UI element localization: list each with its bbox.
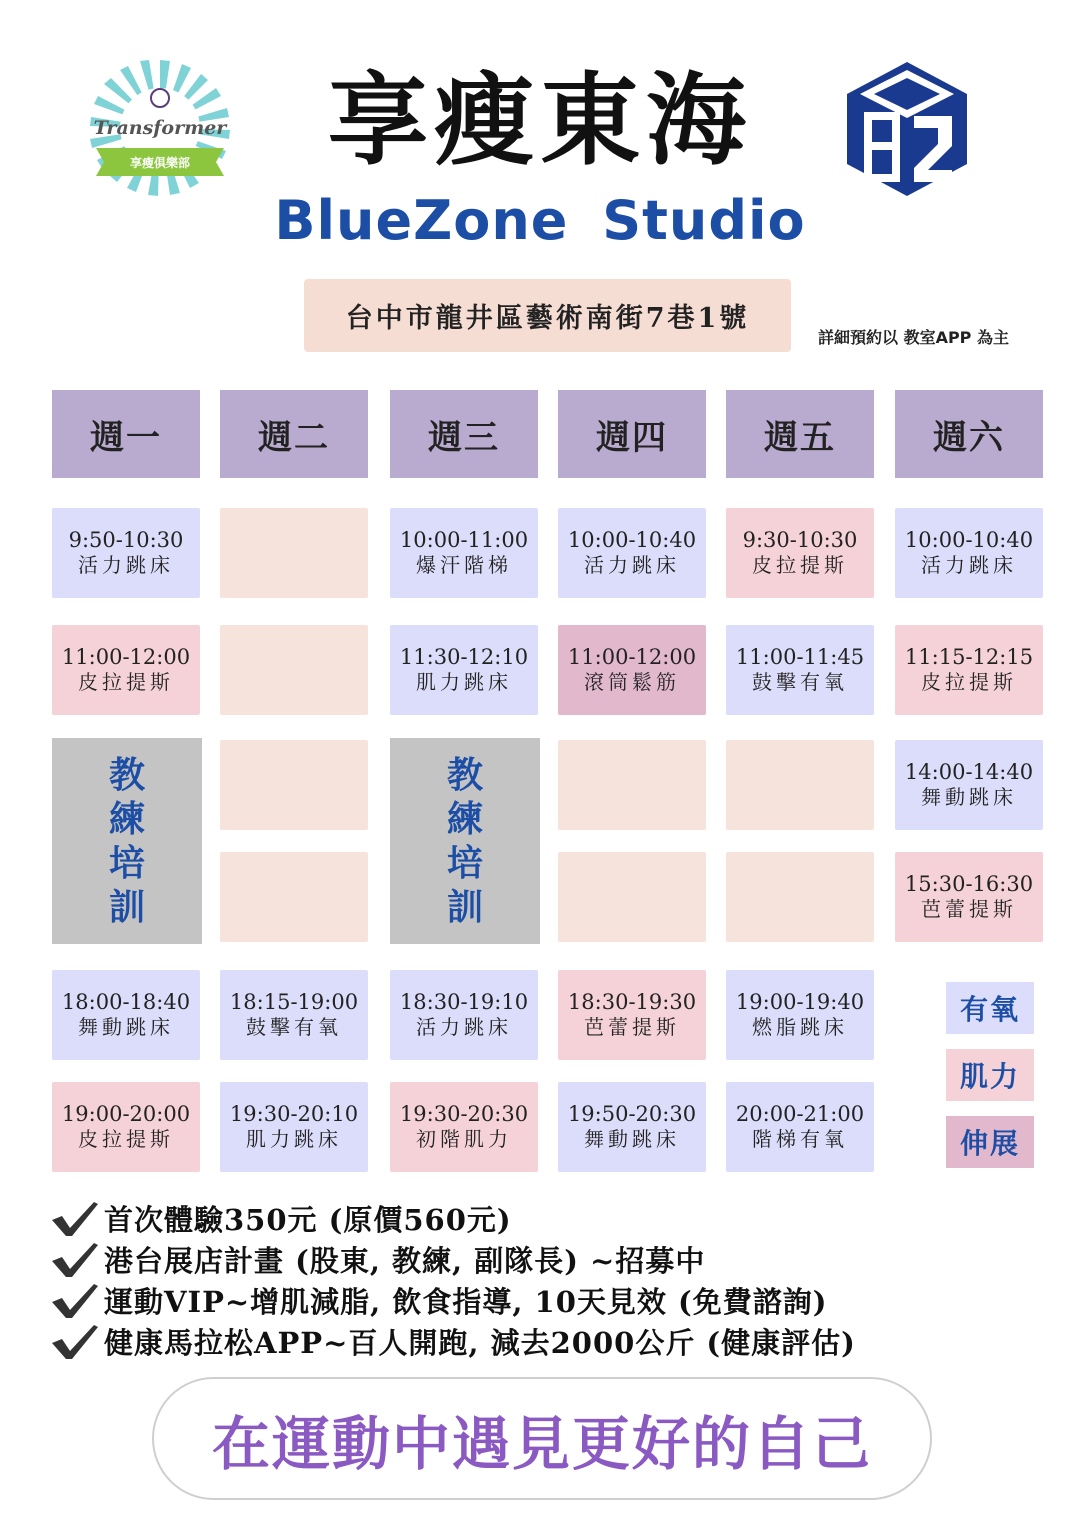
class-name: 舞動跳床 — [584, 1127, 680, 1151]
class-slot — [220, 970, 368, 1060]
class-time: 18:15-19:00 — [229, 990, 359, 1014]
class-name: 鼓擊有氧 — [246, 1015, 342, 1039]
studio-name: BlueZone Studio — [274, 189, 806, 252]
class-slot — [390, 970, 538, 1060]
day-header-3: 週三 — [390, 390, 538, 478]
checkmark-icon — [50, 1321, 100, 1361]
promo-text: 運動VIP~增肌減脂, 飲食指導, 10天見效 (免費諮詢) — [104, 1284, 828, 1319]
empty-slot — [220, 508, 368, 598]
promo-item — [50, 1321, 856, 1361]
class-name: 肌力跳床 — [416, 670, 512, 694]
class-name: 皮拉提斯 — [921, 670, 1017, 694]
class-time: 18:30-19:30 — [567, 990, 697, 1014]
class-slot — [726, 1082, 874, 1172]
class-slot — [220, 1082, 368, 1172]
class-slot — [52, 625, 200, 715]
class-slot — [895, 852, 1043, 942]
class-time: 19:00-19:40 — [735, 990, 865, 1014]
logo-left-subtext: 享瘦俱樂部 — [129, 156, 191, 170]
class-slot — [52, 970, 200, 1060]
empty-slot — [220, 852, 368, 942]
class-time: 11:00-12:00 — [61, 645, 191, 669]
class-slot — [390, 625, 538, 715]
day-header-6: 週六 — [895, 390, 1043, 478]
class-time: 10:00-10:40 — [567, 528, 697, 552]
class-time: 9:50-10:30 — [68, 528, 184, 552]
class-time: 18:30-19:10 — [399, 990, 529, 1014]
promo-item — [50, 1198, 512, 1238]
class-name: 活力跳床 — [921, 553, 1017, 577]
promo-text: 健康馬拉松APP~百人開跑, 減去2000公斤 (健康評估) — [104, 1325, 856, 1360]
class-name: 芭蕾提斯 — [921, 897, 1017, 921]
class-name: 爆汗階梯 — [416, 553, 512, 577]
class-slot — [558, 508, 706, 598]
class-time: 11:15-12:15 — [904, 645, 1034, 669]
coach-training-block — [390, 738, 540, 944]
day-header-2: 週二 — [220, 390, 368, 478]
slogan-banner: 在運動中遇見更好的自己 — [152, 1377, 932, 1500]
class-slot — [52, 1082, 200, 1172]
class-slot — [895, 740, 1043, 830]
class-slot — [558, 970, 706, 1060]
class-slot — [558, 1082, 706, 1172]
class-name: 活力跳床 — [584, 553, 680, 577]
class-name: 活力跳床 — [78, 553, 174, 577]
legend-item: 伸展 — [946, 1116, 1034, 1168]
class-name: 活力跳床 — [416, 1015, 512, 1039]
class-time: 19:30-20:10 — [229, 1102, 359, 1126]
booking-note: 詳細預約以 教室APP 為主 — [818, 328, 1009, 347]
class-time: 18:00-18:40 — [61, 990, 191, 1014]
empty-slot — [558, 852, 706, 942]
checkmark-icon — [50, 1280, 100, 1320]
class-time: 14:00-14:40 — [904, 760, 1034, 784]
promo-text: 首次體驗350元 (原價560元) — [104, 1202, 512, 1237]
class-time: 10:00-11:00 — [399, 528, 529, 552]
class-name: 滾筒鬆筋 — [584, 670, 680, 694]
class-time: 15:30-16:30 — [904, 872, 1034, 896]
empty-slot — [558, 740, 706, 830]
empty-slot — [726, 740, 874, 830]
address-box: 台中市龍井區藝術南街7巷1號 — [304, 279, 791, 352]
bz-cube-logo — [842, 60, 972, 198]
day-header-4: 週四 — [558, 390, 706, 478]
class-slot — [390, 1082, 538, 1172]
transformer-club-logo — [86, 58, 234, 198]
class-slot — [726, 625, 874, 715]
class-time: 11:30-12:10 — [399, 645, 529, 669]
class-name: 階梯有氧 — [752, 1127, 848, 1151]
class-time: 11:00-11:45 — [735, 645, 865, 669]
logo-left-text: Transformer — [93, 117, 227, 139]
class-name: 皮拉提斯 — [78, 670, 174, 694]
class-name: 芭蕾提斯 — [584, 1015, 680, 1039]
day-header-5: 週五 — [726, 390, 874, 478]
page-title: 享瘦東海 — [328, 62, 752, 179]
empty-slot — [220, 625, 368, 715]
class-time: 19:00-20:00 — [61, 1102, 191, 1126]
class-slot — [390, 508, 538, 598]
checkmark-icon — [50, 1239, 100, 1279]
promo-item — [50, 1280, 827, 1320]
class-name: 燃脂跳床 — [752, 1015, 848, 1039]
day-header-1: 週一 — [52, 390, 200, 478]
checkmark-icon — [50, 1198, 100, 1238]
coach-training-label: 教練培訓 — [108, 754, 145, 928]
class-slot — [558, 625, 706, 715]
class-name: 鼓擊有氧 — [752, 670, 848, 694]
coach-training-block — [52, 738, 202, 944]
class-name: 皮拉提斯 — [752, 553, 848, 577]
class-time: 11:00-12:00 — [567, 645, 697, 669]
class-time: 9:30-10:30 — [742, 528, 858, 552]
class-name: 皮拉提斯 — [78, 1127, 174, 1151]
class-slot — [52, 508, 200, 598]
class-name: 初階肌力 — [416, 1127, 512, 1151]
empty-slot — [726, 852, 874, 942]
class-slot — [895, 625, 1043, 715]
class-name: 舞動跳床 — [921, 785, 1017, 809]
class-slot — [726, 508, 874, 598]
legend-item: 有氧 — [946, 982, 1034, 1034]
class-name: 舞動跳床 — [78, 1015, 174, 1039]
class-time: 19:30-20:30 — [399, 1102, 529, 1126]
class-time: 19:50-20:30 — [567, 1102, 697, 1126]
promo-item — [50, 1239, 705, 1279]
legend-item: 肌力 — [946, 1049, 1034, 1101]
promo-text: 港台展店計畫 (股東, 教練, 副隊長) ~招募中 — [104, 1243, 706, 1278]
class-slot — [726, 970, 874, 1060]
coach-training-label: 教練培訓 — [446, 754, 483, 928]
class-time: 20:00-21:00 — [735, 1102, 865, 1126]
class-time: 10:00-10:40 — [904, 528, 1034, 552]
class-name: 肌力跳床 — [246, 1127, 342, 1151]
class-slot — [895, 508, 1043, 598]
empty-slot — [220, 740, 368, 830]
